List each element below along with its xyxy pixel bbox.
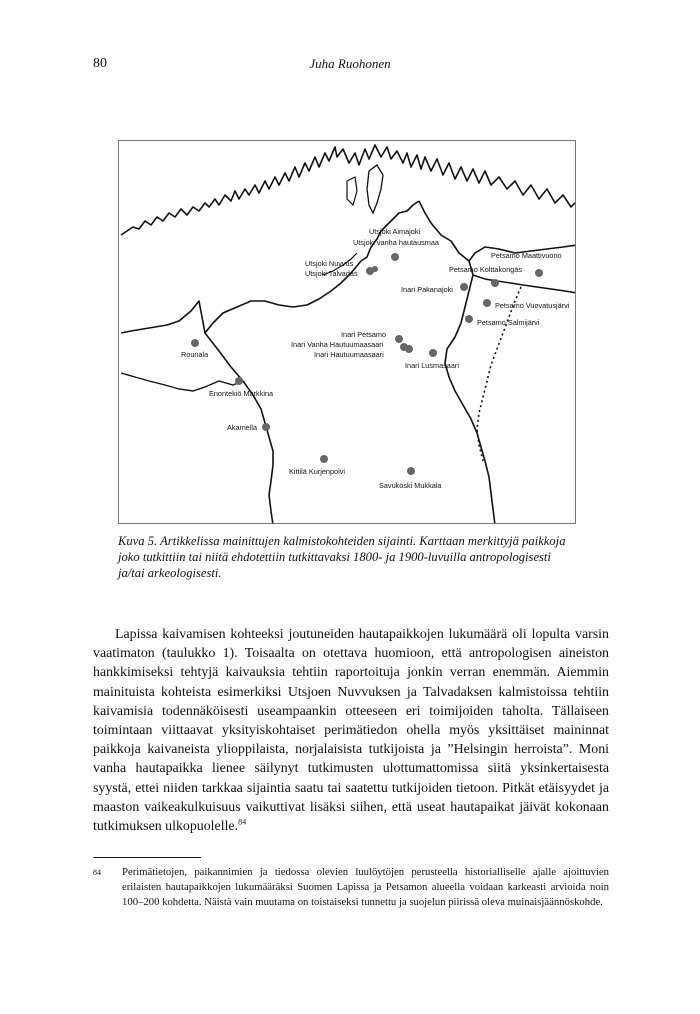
site-label: Rounala (181, 350, 209, 359)
site-label: Akamella (227, 423, 258, 432)
site-label: Inari Vanha Hautuumaasaari (291, 340, 384, 349)
border-dotted (477, 287, 521, 461)
site-marker-nuvvus (372, 266, 378, 272)
coastline (121, 145, 576, 235)
site-label: Inari Lusmasaari (405, 361, 459, 370)
site-label: Inari Pakanajoki (401, 285, 453, 294)
page-number: 80 (93, 56, 107, 71)
site-marker-vuovatusjarvi (483, 299, 491, 307)
footnote-ref[interactable]: 84 (238, 817, 247, 827)
border-petsamo-south (473, 275, 576, 293)
site-label: Inari Hautuumaasaari (314, 350, 384, 359)
site-map (118, 140, 576, 524)
site-label: Petsamo Salmijärvi (477, 318, 540, 327)
site-marker-kurjenpolvi (320, 455, 328, 463)
site-marker-markkina (235, 377, 243, 385)
site-marker-inari-petsamo (395, 335, 403, 343)
site-label: Petsamo Maattivuono (491, 251, 562, 260)
site-marker-maattivuono (535, 269, 543, 277)
site-marker-rounala (191, 339, 199, 347)
site-label: Petsamo Vuovatusjärvi (495, 301, 570, 310)
site-label: Enontekiö Markkina (209, 389, 274, 398)
site-label: Utsjoki Talvadas (305, 269, 358, 278)
footnote (93, 865, 609, 910)
site-marker-hautuumaasaari (405, 345, 413, 353)
site-label: Savukoski Mukkala (379, 481, 442, 490)
site-marker-lusmasaari (429, 349, 437, 357)
body-paragraph (93, 625, 609, 836)
site-marker-aimajoki (391, 253, 399, 261)
site-markers (191, 253, 543, 475)
figure-caption: Kuva 5. Artikkelissa mainittujen kalmistokohteiden sijainti. Karttaan merkittyjä paikkoja joko tutkittiin tai niitä ehdotettiin tutkittavaksi 1800- ja 1900-luvuilla antropologisesti ja/tai arkeologisesti. (118, 534, 566, 580)
footnote-number: 84 (93, 868, 101, 877)
map-drawing (119, 141, 576, 524)
site-marker-mukkala (407, 467, 415, 475)
site-label: Petsamo Kolttakongäs (449, 265, 523, 274)
site-marker-akamella (262, 423, 270, 431)
site-marker-pakanajoki (460, 283, 468, 291)
footnote-text: Perimätietojen, paikannimien ja tiedossa olevien luulöytöjen perusteella historialliselle ajalle ajoittuvien erilaisten hautapaikkojen lukumääräksi Suomen Lapissa ja Petsamon alueella voidaan karkeasti arvioida noin 100–200 kohdetta. Näistä vain muutama on toistaiseksi tunnettu ja suojelun piirissä oleva muinaisjäännöskohde. (122, 866, 609, 908)
site-marker-salmijarvi (465, 315, 473, 323)
site-marker-kolttakongas (491, 279, 499, 287)
site-label: Utsjoki Nuvvus (305, 259, 354, 268)
fjord-island (347, 177, 357, 205)
site-label: Utsjoki Aimajoki (369, 227, 421, 236)
fjord-island (367, 165, 383, 213)
running-head: Juha Ruohonen (309, 56, 391, 71)
footnote-divider (93, 857, 201, 858)
site-label: Inari Petsamo (341, 330, 387, 339)
body-paragraph-text: Lapissa kaivamisen kohteeksi joutuneiden hautapaikkojen lukumäärä oli lopulta varsin vaatimaton (taulukko 1). Toisaalta on otettava huomioon, että antropologisen aineiston hankkimiseksi tehtyjä kaivauksia tehtiin raportoituja jonkin verran enemmän. Aiemmin mainituista kohteista esimerkiksi Utsjoen Nuvvuksen ja Talvadaksen kalmistoissa tehtiin kaivamisia todennäköisesti useampaankin otteeseen eri toimijoiden taholta. Tällaiseen toimintaan viittaavat yksityiskohtaiset perimätiedon ohella myös yksittäiset maininnat paikkoja kaivaneista ylioppilaista, norjalaisista tutkijoista ja ”Helsingin herroista”. Moni vanha hautapaikka lienee säilynyt tutkimusten ulottumattomissa siitä yksinkertaisesta syystä, ettei niiden tarkkaa sijaintia saatu tai saatettu tutkijoiden tietoon. Pitkät etäisyydet ja maaston vaikeakulkuisuus vaikuttivat lisäksi siihen, että useat hautapaikat jäivät kokonaan tutkimuksen ulkopuolelle. (93, 627, 609, 835)
site-label: Utsjoki vanha hautausmaa (353, 238, 439, 247)
site-label: Kittilä Kurjenpolvi (289, 467, 345, 476)
